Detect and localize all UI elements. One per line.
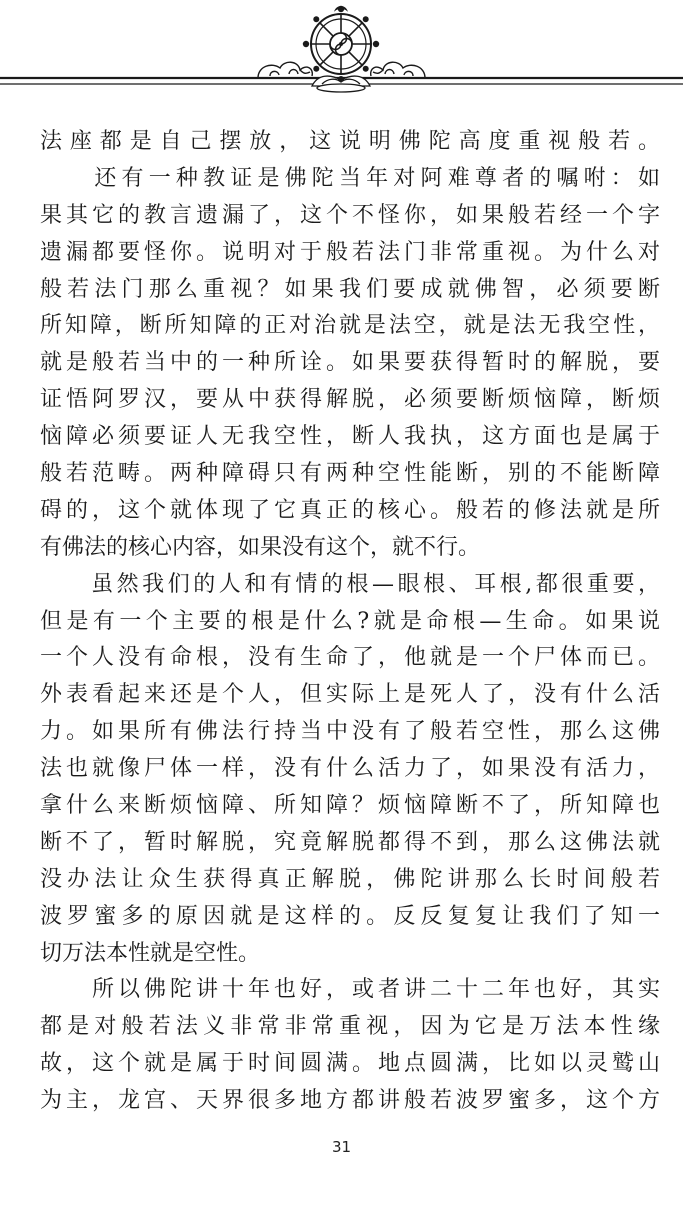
text-line: 但是有一个主要的根是什么?就是命根—生命。如果说 (40, 608, 660, 634)
text-line: 证悟阿罗汉，要从中获得解脱，必须要断烦恼障，断烦 (40, 387, 660, 413)
text-line: 断不了，暂时解脱，究竟解脱都得不到，那么这佛法就 (40, 829, 660, 855)
text-line: 还有一种教证是佛陀当年对阿难尊者的嘱咐：如 (40, 165, 660, 191)
text-line: 就是般若当中的一种所诠。如果要获得暂时的解脱，要 (40, 350, 660, 376)
text-line: 般若法门那么重视？如果我们要成就佛智，必须要断 (40, 276, 660, 302)
text-line: 故，这个就是属于时间圆满。地点圆满，比如以灵鹫山 (40, 1051, 660, 1077)
text-line: 一个人没有命根，没有生命了，他就是一个尸体而已。 (40, 645, 660, 671)
text-line: 波罗蜜多的原因就是这样的。反反复复让我们了知一 (40, 903, 660, 929)
text-line: 为主，龙宫、天界很多地方都讲般若波罗蜜多，这个方 (40, 1088, 660, 1114)
text-line: 切万法本性就是空性。 (40, 940, 261, 966)
text-line: 虽然我们的人和有情的根—眼根、耳根,都很重要， (40, 571, 660, 597)
text-line: 遗漏都要怪你。说明对于般若法门非常重视。为什么对 (40, 239, 660, 265)
text-line: 没办法让众生获得真正解脱，佛陀讲那么长时间般若 (40, 866, 660, 892)
text-line: 般若范畴。两种障碍只有两种空性能断，别的不能断障 (40, 461, 660, 487)
text-line: 有佛法的核心内容，如果没有这个，就不行。 (40, 534, 481, 560)
dharma-wheel-icon (0, 0, 683, 110)
text-line: 力。如果所有佛法行持当中没有了般若空性，那么这佛 (40, 719, 660, 745)
text-line: 外表看起来还是个人，但实际上是死人了，没有什么活 (40, 682, 660, 708)
text-line: 恼障必须要证人无我空性，断人我执，这方面也是属于 (40, 424, 660, 450)
text-line: 法也就像尸体一样，没有什么活力了，如果没有活力， (40, 756, 660, 782)
text-line: 法座都是自己摆放，这说明佛陀高度重视般若。 (40, 129, 660, 154)
text-line: 碍的，这个就体现了它真正的核心。般若的修法就是所 (40, 497, 660, 523)
page-number: 31 (331, 1138, 352, 1156)
text-line: 所以佛陀讲十年也好，或者讲二十二年也好，其实 (40, 977, 660, 1003)
text-line: 果其它的教言遗漏了，这个不怪你，如果般若经一个字 (40, 202, 660, 228)
document-body (40, 124, 660, 1120)
text-line: 都是对般若法义非常非常重视，因为它是万法本性缘 (40, 1014, 660, 1040)
text-line: 拿什么来断烦恼障、所知障？烦恼障断不了，所知障也 (40, 793, 660, 819)
page-header-ornament (0, 0, 683, 110)
text-line: 所知障，断所知障的正对治就是法空，就是法无我空性， (40, 313, 660, 339)
